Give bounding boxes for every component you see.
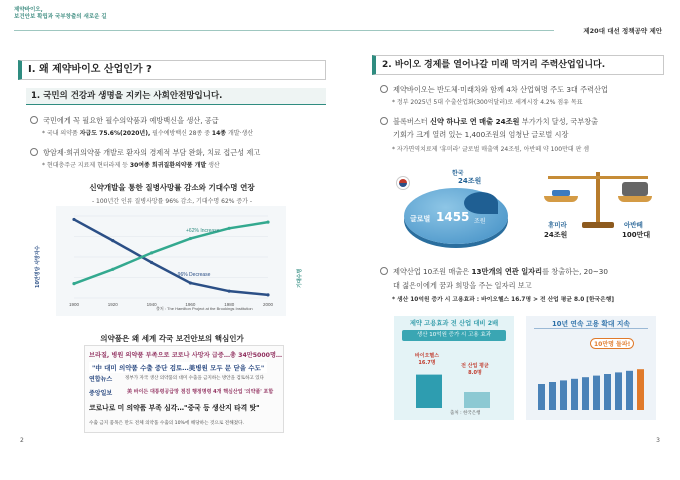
news-headline-biden: 美 바이든 대통령공급망 점검 행정명령 4개 핵심산업 '의약품' 포함 (127, 389, 274, 395)
section-title: I. 왜 제약바이오 산업인가 ? (18, 60, 326, 80)
growth-bar (604, 374, 611, 410)
life-expectancy-point (189, 237, 192, 240)
chart-title: 신약개발을 통한 질병사망률 감소와 기대수명 연장 (89, 183, 255, 192)
note-self-sufficiency: * 국내 의약품 자급도 75.6%(2020년), 필수예방백신 28종 중 14종 개발·생산 (42, 130, 254, 137)
card1-title: 제약 고용효과 전 산업 대비 2배 (409, 320, 499, 327)
growth-bar (560, 380, 567, 410)
employment-bar (416, 375, 442, 408)
news-headline-brazil: 브라질, 병원 의약품 부족으로 코로나 사망자 급증…총 34만5000명… (89, 352, 283, 359)
scale-beam (548, 176, 648, 179)
y-axis-right-label: 기대수명 (297, 268, 303, 288)
header-rule (340, 30, 554, 31)
x-tick-label: 1980 (224, 302, 235, 307)
life-expectancy-point (72, 282, 75, 285)
chart-background (56, 206, 286, 316)
bullet-blockbuster: 블록버스터 신약 하나로 연 매출 24조원 부가가치 달성, 국부창출 (380, 116, 598, 127)
bullet-essential-drugs: 국민에게 꼭 필요한 필수의약품과 예방백신을 생산, 공급 (30, 115, 219, 126)
bullet-blockbuster-line2: 기회가 크게 열려 있는 1,400조원의 엄청난 글로벌 시장 (393, 130, 569, 139)
employment-growth-bars (534, 350, 648, 410)
humira-box-icon (552, 190, 570, 196)
note-rare-disease: * 현대충주군 지료제 현터라제 등 30여종 희귀질환의약품 개발 생산 (42, 162, 220, 169)
scale-pan-left (544, 196, 578, 202)
news-body-export: 수출 금지 품목은 만도 전체 의약품 수출의 10%에 해당하는 것으로 전해졌다. (89, 421, 244, 426)
note-export-goal: * 정부 2025년 5대 수출산업화(300억달러)로 세계시장 4.2% 점유 목표 (392, 99, 583, 106)
employment-growth-card (526, 316, 656, 420)
bullet-jobs-line2: 대 젊은이에게 꿈과 희망을 주는 일자리 보고 (393, 281, 532, 290)
scale-pan-right (618, 196, 652, 202)
global-unit: 조원 (474, 218, 486, 225)
growth-bar (615, 372, 622, 410)
humira-label: 휴미라 (548, 221, 567, 229)
news-body-china: 정부가 자국 생산 의약품의 대미 수출을 금지하는 방안을 검토하고 있다 (125, 376, 264, 381)
report-title-line2: 보건안보 확립과 국부창출의 새로운 길 (14, 14, 107, 20)
card2-rule (534, 328, 648, 329)
bullet-anticancer: 항암제·희귀의약품 개발로 환자의 경제적 부담 완화, 치료 접근성 제고 (30, 147, 260, 158)
card2-title: 10년 연속 고용 확대 지속 (551, 320, 630, 328)
header-rule (14, 30, 340, 31)
section-title-2: 2. 바이오 경제를 열어나갈 미래 먹거리 주력산업입니다. (372, 55, 664, 75)
growth-bar (549, 382, 556, 410)
note-humira: * 자가면역치료제 '휴미라' 글로벌 매출액 24조원, 아반떼 약 100만대 판 셈 (392, 146, 590, 153)
x-tick-label: 1960 (185, 302, 196, 307)
life-expectancy-point (111, 268, 114, 271)
korea-flag-icon (396, 176, 410, 190)
circle-bullet-icon (30, 148, 38, 156)
report-title (14, 7, 107, 21)
mortality-point (150, 261, 153, 264)
growth-bar (637, 369, 644, 410)
mortality-point (111, 239, 114, 242)
growth-bar (626, 371, 633, 410)
chart-source: 출처 : The Hamilton Project at the Brookings Institution (156, 306, 253, 311)
humira-avante-scale (538, 168, 658, 248)
circle-bullet-icon (30, 116, 38, 124)
market-size-illustration (396, 168, 516, 248)
chart-subtitle: - 100년간 인류 질병사망률 96% 감소, 기대수명 62% 증가 - (91, 198, 253, 205)
x-tick-label: 1940 (146, 302, 157, 307)
car-stack-icon (622, 182, 648, 196)
korea-value: 24조원 (458, 177, 482, 185)
korea-label: 한국 (452, 170, 464, 177)
global-value: 1455 (436, 210, 470, 224)
avante-value: 100만대 (622, 231, 651, 239)
avante-label: 아반떼 (624, 221, 643, 229)
news-section-title: 의약품은 왜 세계 각국 보건안보의 핵심인가 (100, 334, 244, 343)
scale-pole (596, 172, 600, 224)
mortality-life-expectancy-chart (56, 206, 286, 316)
card2-highlight: 10만명 돌파! (590, 338, 634, 349)
annotation-decrease: -96% Decrease (176, 272, 211, 278)
x-tick-label: 1920 (107, 302, 118, 307)
employment-effect-card (394, 316, 514, 420)
note-employment-effect: * 생산 10억원 증가 시 고용효과 : 바이오헬스 16.7명 > 전 산업 평균 8.0 [한국은행] (392, 297, 614, 303)
annotation-increase: +62% Increase (186, 228, 220, 234)
circle-bullet-icon (380, 85, 388, 93)
life-expectancy-point (266, 221, 269, 224)
mortality-point (228, 290, 231, 293)
report-label: 제20대 대선 정책공약 제안 (583, 27, 662, 35)
growth-bar (582, 377, 589, 410)
x-tick-label: 1900 (68, 302, 80, 307)
scale-base (582, 222, 614, 228)
employment-bar (464, 392, 490, 408)
mortality-point (266, 293, 269, 296)
mortality-point (189, 281, 192, 284)
humira-value: 24조원 (544, 231, 568, 239)
report-title-line1: 제약바이오, (14, 7, 43, 13)
news-clipping-collage (84, 345, 284, 433)
right-page (340, 0, 680, 480)
page-number-left: 2 (20, 437, 24, 444)
news-logo-yonhap: 연합뉴스 (89, 376, 113, 383)
circle-bullet-icon (380, 117, 388, 125)
news-logo-joongang: 중앙일보 (89, 390, 113, 397)
circle-bullet-icon (380, 267, 388, 275)
life-expectancy-point (150, 251, 153, 254)
card1-source: 출처 : 한국은행 (450, 411, 481, 416)
bullet-jobs: 제약산업 10조원 매출은 13만개의 연관 일자리를 창출하는, 20~30 (380, 266, 608, 277)
life-expectancy-point (228, 227, 231, 230)
news-headline-china: "中 대미 의약품 수출 중단 검토…美병원 모두 문 닫을 수도" (89, 362, 267, 373)
growth-bar (571, 379, 578, 410)
growth-bar (593, 376, 600, 410)
bar1-label: 바이오헬스 16.7명 (414, 353, 440, 366)
bar2-label: 전 산업 평균 8.0명 (461, 363, 489, 376)
global-label: 글로벌 (410, 215, 431, 223)
page-number-right: 3 (656, 437, 660, 444)
growth-bar (538, 384, 545, 410)
mortality-point (72, 218, 75, 221)
subsection-title: 1. 국민의 건강과 생명을 지키는 사회안전망입니다. (26, 88, 326, 105)
card1-subtitle: 생산 10억원 증가 시 고용 효과 (402, 330, 506, 341)
y-axis-left-label: 10만명당 사망자수 (35, 245, 41, 288)
x-tick-label: 2000 (262, 302, 274, 307)
news-headline-shortage: 코로나로 미 의약품 부족 심각…"중국 등 생산지 타격 탓" (89, 404, 260, 412)
bullet-key-industry: 제약바이오는 반도체·미래차와 함께 4차 산업혁명 주도 3대 주력산업 (380, 84, 608, 95)
